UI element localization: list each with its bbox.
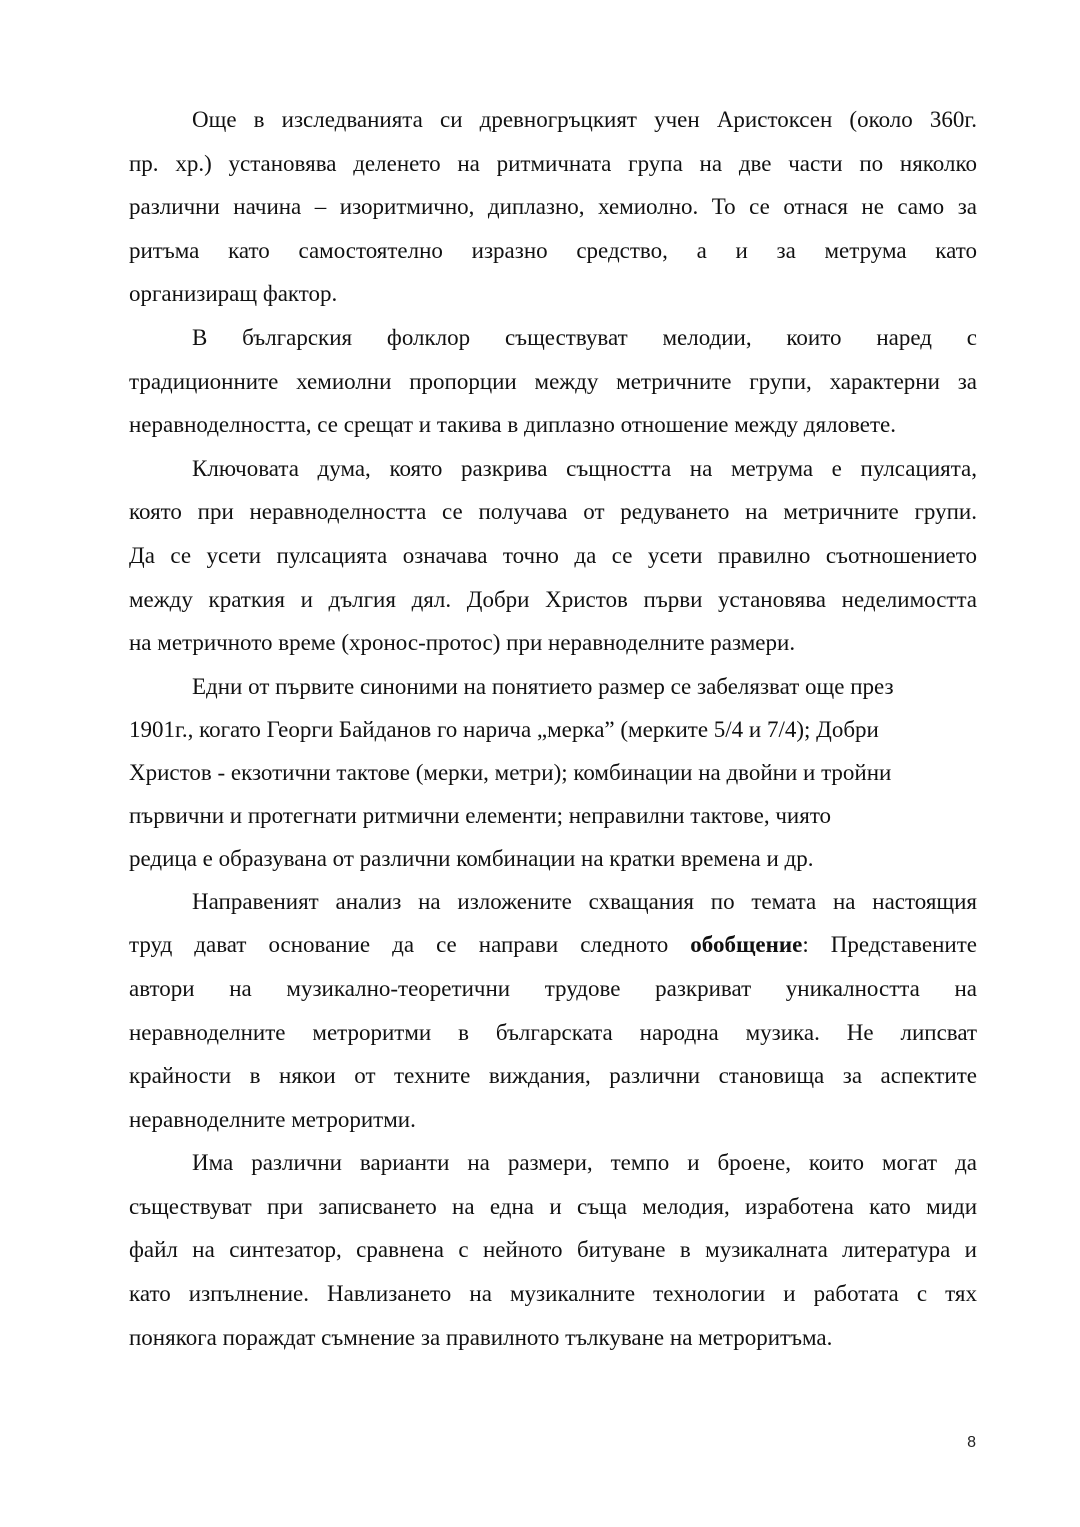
paragraph-pulsation	[129, 447, 977, 665]
text-run: : Представените	[802, 932, 977, 958]
text-line: ритъма като самостоятелно изразно средство, а и за метрума като	[129, 237, 977, 263]
text-line: неравноделността, се срещат и такива в диплазно отношение между дяловете.	[129, 412, 897, 438]
text-line: В българския фолклор съществуват мелодии, които наред с	[192, 324, 977, 350]
text-line: понякога пораждат съмнение за правилното тълкуване на метроритъма.	[129, 1324, 833, 1350]
text-line-with-bold	[129, 923, 977, 967]
text-run: труд дават основание да се направи следното	[129, 932, 691, 958]
text-line: Направеният анализ на изложените схващания по темата на настоящия	[192, 888, 977, 914]
text-line: организиращ фактор.	[129, 281, 338, 307]
text-line: между краткия и дългия дял. Добри Христов първи установява неделимостта	[129, 586, 977, 612]
text-line: автори на музикално-теоретични трудове разкриват уникалността на	[129, 975, 977, 1001]
paragraph-variants	[129, 1141, 977, 1359]
bold-term: обобщение	[690, 932, 803, 958]
text-line: съществуват при записването на една и съща мелодия, изработена като миди	[129, 1193, 977, 1219]
text-line: различни начина – изоритмично, диплазно, хемиолно. То се отнася не само за	[129, 194, 977, 220]
text-line: неравноделните метроритми в българската народна музика. Не липсват	[129, 1019, 977, 1045]
paragraph-bulgarian-folklore	[129, 316, 977, 447]
paragraph-summary	[129, 880, 977, 1142]
text-line: неравноделните метроритми.	[129, 1106, 416, 1132]
text-line: крайности в някои от техните виждания, различни становища за аспектите	[129, 1063, 977, 1089]
text-line: редица е образувана от различни комбинации на кратки времена и др.	[129, 845, 814, 871]
text-line: Едни от първите синоними на понятието размер се забелязват още през	[192, 673, 894, 699]
text-line: на метричното време (хронос-протос) при неравноделните размери.	[129, 630, 796, 656]
text-line: Ключовата дума, която разкрива същността на метрума е пулсацията,	[192, 455, 977, 481]
text-line: която при неравноделността се получава от редуването на метричните групи.	[129, 499, 977, 525]
paragraph-aristoxenus	[129, 98, 977, 316]
text-line: като изпълнение. Навлизането на музикалните технологии и работата с тях	[129, 1281, 977, 1307]
text-line: традиционните хемиолни пропорции между метричните групи, характерни за	[129, 368, 977, 394]
text-line: първични и протегнати ритмични елементи; неправилни тактове, чиято	[129, 802, 832, 828]
text-line: файл на синтезатор, сравнена с нейното битуване в музикалната литература и	[129, 1237, 977, 1263]
text-line: Още в изследванията си древногръцкият учен Аристоксен (около 360г.	[192, 107, 977, 132]
text-line: Има различни варианти на размери, темпо и броене, които могат да	[192, 1150, 977, 1176]
text-line: 1901г., когато Георги Байданов го нарича „мерка” (мерките 5/4 и 7/4); Добри	[129, 716, 879, 742]
text-line: Христов - екзотични тактове (мерки, метри); комбинации на двойни и тройни	[129, 759, 892, 785]
text-line: пр. хр.) установява деленето на ритмичната група на две части по няколко	[129, 150, 977, 176]
body-text	[129, 98, 977, 1359]
text-line: Да се усети пулсацията означава точно да се усети правилно съотношението	[129, 542, 977, 568]
page-number: 8	[967, 1434, 976, 1451]
paragraph-synonyms	[129, 665, 977, 880]
